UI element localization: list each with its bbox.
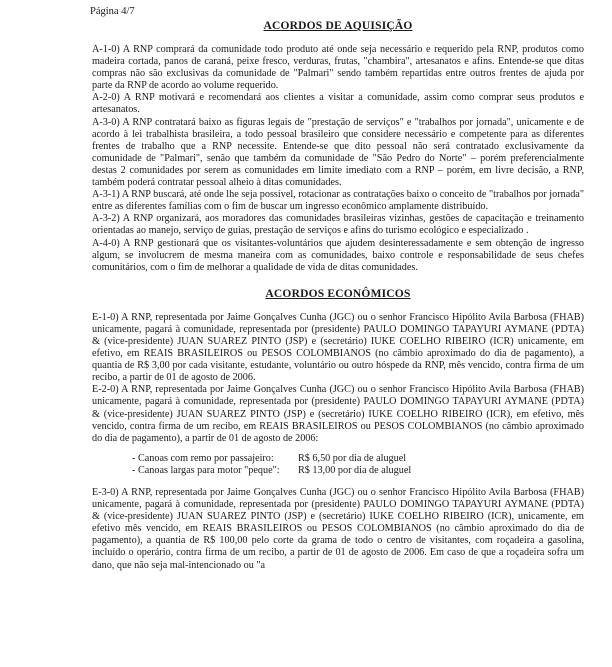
paragraph-a-1-0: A-1-0) A RNP comprará da comunidade todo produto até onde seja necessário e requerido pela RNP, produtos como madeira cortada, panos de caraná, peixe fresco, verduras, frutas, "chambira", artesanatos e afins. Entende-se que ditas compras não são exclusivas da comunidade de "Palmari" sendo também repartidas entre outros frentes de ajuda por parte da RNP de acordo ao volume requerido. (92, 44, 584, 92)
paragraph-a-3-2: A-3-2) A RNP organizará, aos moradores das comunidades brasileiras vizinhas, gestões de capacitação e treinamento orientadas ao manejo, serviço de guias, prestação de serviços e afins do turismo ecológico e especializado . (92, 213, 584, 237)
paragraph-e-3-0: E-3-0) A RNP, representada por Jaime Gonçalves Cunha (JGC) ou o senhor Francisco Hipólito Avila Barbosa (FHAB) unicamente, pagará à comunidade, representada por (presidente) PAULO DOMINGO TAPAYURI AYMANE (PDTA) & (vice-presidente) JUAN SUAREZ PINTO (JSP) e (secretário) IUKE COELHO RIBEIRO (ICR), unicamente, em efetivo mês vencido, em REAIS BRASILEIROS ou PESOS COLOMBIANOS (no câmbio aproximado do dia de pagamento), a quantia de R$ 100,00 pelo corte da grama de todo o centro de visitantes, com roçadeira a gasolina, incluído o operário, contra firma de um recibo, a partir de 01 de agosto de 2006. Em caso de que a roçadeira sofra um dano, que não seja mal-intencionado ou "a (92, 487, 584, 571)
section-title-aquisicao: ACORDOS DE AQUISIÇÃO (263, 20, 413, 32)
paragraph-a-3-0: A-3-0) A RNP contratará baixo as figuras legais de "prestação de serviços" e "trabalhos por jornada", unicamente e de acordo à lei trabalhista brasileira, a todo pessoal brasileiro que considere necessário e competente para as diferentes frentes de trabalho que a RNP necessite. Entende-se que dito pessoal não será contratado exclusivamente da comunidade de "Palmari", senão que também da comunidade de "São Pedro do Norte" – porém preferencialmente destas 2 comunidades por serem as comunidades em limite imediato com a RNP – porém, em livre decisão, a RNP, também poderá contratar pessoal alheio à ditas comunidades. (92, 116, 584, 189)
paragraph-a-2-0: A-2-0) A RNP motivará e recomendará aos clientes a visitar a comunidade, assim como comprar seus produtos e artesanatos. (92, 92, 584, 116)
paragraph-a-3-1: A-3-1) A RNP buscará, até onde lhe seja possível, rotacionar as contratações baixo o conceito de "trabalhos por jornada" entre as diferentes famílias com o fim de buscar um ingresso econômico amplamente distribuído. (92, 189, 584, 213)
paragraph-e-2-0: E-2-0) A RNP, representada por Jaime Gonçalves Cunha (JGC) ou o senhor Francisco Hipólito Avila Barbosa (FHAB) unicamente, pagará à comunidade, representada por (presidente) PAULO DOMINGO TAPAYURI AYMANE (PDTA) & (vice-presidente) JUAN SUAREZ PINTO (JSP) e (secretário) IUKE COELHO RIBEIRO (ICR), em efetivo, mês vencido, contra firma de um recibo, em REAIS BRASILEIROS ou PESOS COLOMBIANOS (no câmbio aproximado do dia de pagamento), a partir de 01 de agosto de 2006: (92, 384, 584, 444)
price-row (132, 453, 584, 465)
section-title-economicos: ACORDOS ECONÔMICOS (265, 287, 411, 300)
paragraph-a-4-0: A-4-0) A RNP gestionará que os visitantes-voluntários que ajudem desinteressadamente e sem obtenção de ingresso algum, se involucrem de mesma maneira com as comunidades, baixo controle e responsabilidade de seus chefes comunitários, com o fim de melhorar a qualidade de vida de ditas comunidades. (92, 237, 584, 273)
price-label: - Canoas com remo por passajeiro: (132, 452, 274, 464)
page-number: Página 4/7 (90, 6, 135, 17)
price-row (132, 465, 584, 477)
price-label: - Canoas largas para motor "peque": (132, 464, 280, 476)
price-value: R$ 13,00 por dia de aluguel (298, 464, 412, 476)
price-value: R$ 6,50 por dia de aluguel (298, 452, 407, 464)
paragraph-e-1-0: E-1-0) A RNP, representada por Jaime Gonçalves Cunha (JGC) ou o senhor Francisco Hipólito Avila Barbosa (FHAB) unicamente, pagará à comunidade, representada por (presidente) PAULO DOMINGO TAPAYURI AYMANE (PDTA) & (vice-presidente) JUAN SUAREZ PINTO (JSP) e (secretário) IUKE COELHO RIBEIRO (ICR) unicamente, em efetivo, em REAIS BRASILEIROS ou PESOS COLOMBIANOS (no câmbio aproximado do dia de pagamento), a quantia de R$ 3,00 por cada visitante, estudante, voluntário ou outro hóspede da RNP, mês vencido, contra firma de um recibo, a partir de 01 de agosto de 2006. (92, 311, 584, 384)
price-list (132, 453, 584, 477)
